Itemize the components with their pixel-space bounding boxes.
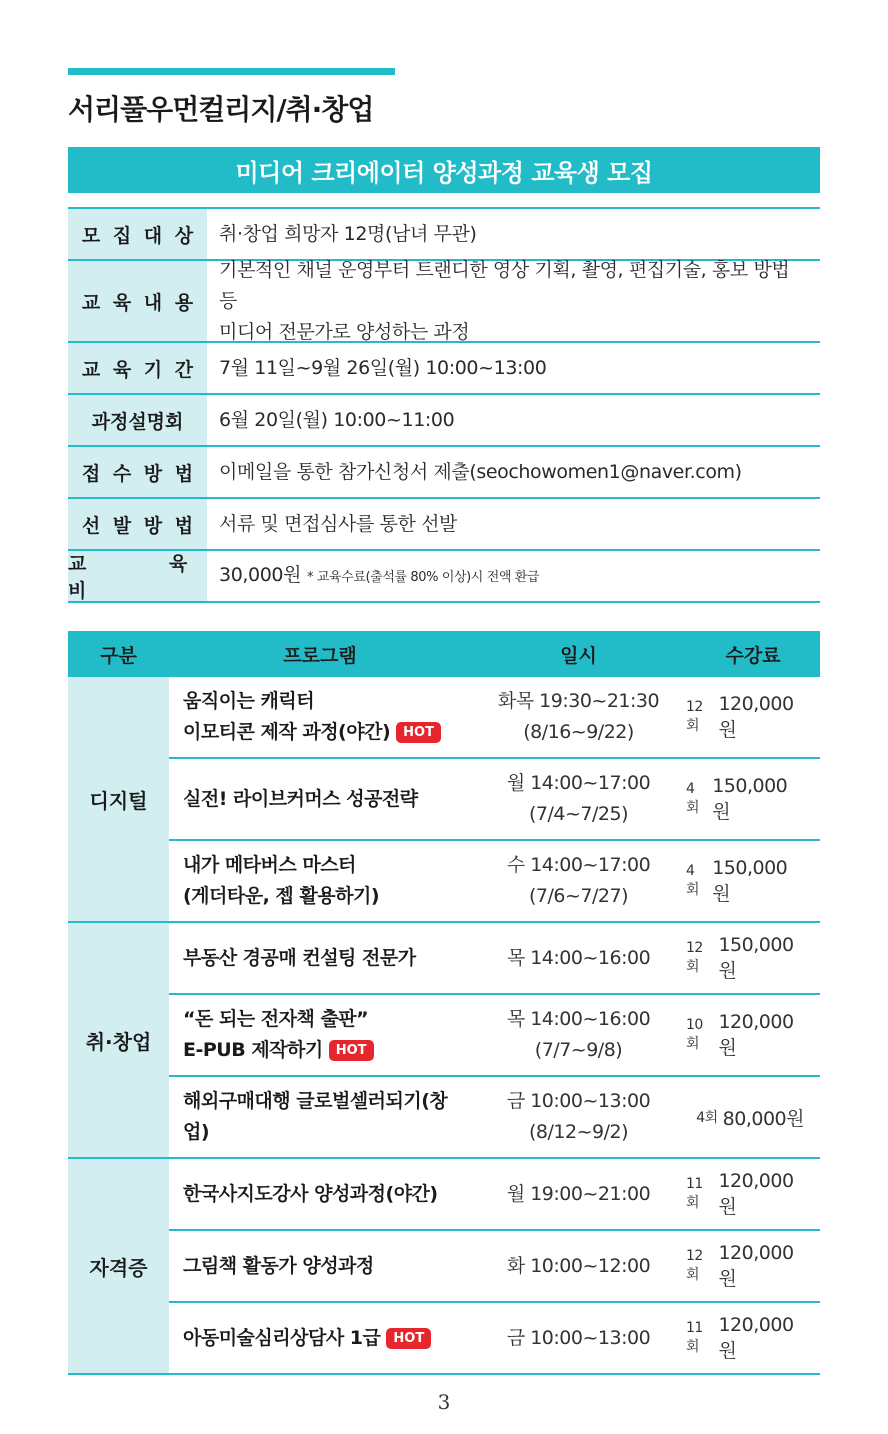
program-name	[169, 841, 471, 921]
info-table	[68, 207, 820, 603]
fee-amount: 120,000원	[718, 1313, 794, 1362]
page-number: 3	[437, 1390, 451, 1414]
program-table-header	[68, 631, 820, 677]
fee-amount: 120,000원	[718, 692, 794, 741]
program-schedule	[471, 1077, 686, 1157]
group-rows	[169, 677, 820, 921]
hot-badge: HOT	[329, 1040, 374, 1061]
program-name-line	[183, 1004, 471, 1035]
info-label	[68, 447, 207, 497]
info-value-line	[219, 353, 808, 384]
program-schedule	[471, 841, 686, 921]
info-value-text: 기본적인 채널 운영부터 트랜디한 영상 기획, 촬영, 편집기술, 홍보 방법 등	[219, 258, 790, 312]
program-row	[169, 1077, 820, 1157]
program-name-line	[183, 1323, 471, 1354]
program-name-text: 아동미술심리상담사 1급	[183, 1326, 381, 1349]
info-label	[68, 551, 226, 602]
fee-amount: 150,000원	[712, 856, 788, 905]
info-value	[207, 258, 820, 343]
fee-amount: 120,000원	[718, 1169, 794, 1218]
program-name	[169, 1303, 471, 1373]
program-fee	[686, 841, 820, 921]
program-schedule	[471, 995, 686, 1075]
program-name-line	[183, 1179, 471, 1210]
info-label	[68, 395, 207, 445]
program-row	[169, 1303, 820, 1373]
info-value-line	[219, 509, 808, 540]
program-name	[169, 677, 471, 757]
info-value-line	[219, 560, 808, 593]
header-schedule: 일시	[560, 644, 597, 667]
schedule-line: (8/12~9/2)	[529, 1121, 628, 1143]
program-fee	[686, 1303, 820, 1373]
info-value-line	[219, 457, 808, 488]
program-name-text: “돈 되는 전자책 출판”	[183, 1008, 369, 1030]
program-name	[169, 1077, 471, 1157]
program-name-text: 부동산 경공매 컨설팅 전문가	[183, 946, 416, 969]
info-label-text: 교 육 내 용	[81, 291, 197, 314]
program-fee	[686, 1077, 820, 1157]
program-group	[68, 1159, 820, 1375]
program-fee	[686, 1231, 820, 1301]
info-label-text: 모 집 대 상	[81, 224, 197, 247]
session-count: 12회	[686, 699, 703, 734]
group-category: 디지털	[68, 677, 169, 921]
program-row	[169, 759, 820, 841]
recruit-banner: 미디어 크리에이터 양성과정 교육생 모집	[68, 147, 820, 193]
program-name-line	[183, 686, 471, 717]
program-table	[68, 631, 820, 1375]
program-name-text: 해외구매대행 글로벌셀러되기(창업)	[183, 1090, 448, 1143]
program-schedule	[471, 923, 686, 993]
program-name-line	[183, 717, 471, 748]
schedule-line: 금 10:00~13:00	[506, 1090, 651, 1112]
session-count: 11회	[686, 1320, 703, 1355]
program-name-line	[183, 784, 471, 815]
program-name	[169, 995, 471, 1075]
info-value-text: 미디어 전문가로 양성하는 과정	[219, 320, 470, 343]
info-row	[68, 207, 820, 259]
info-value-text: 7월 11일~9월 26일(월) 10:00~13:00	[219, 356, 547, 379]
fee-amount: 80,000원	[722, 1107, 804, 1130]
info-row	[68, 393, 820, 445]
schedule-line: (8/16~9/22)	[523, 721, 634, 743]
schedule-line: 화목 19:30~21:30	[497, 690, 660, 712]
fee-amount: 120,000원	[718, 1241, 794, 1290]
program-fee	[686, 1159, 820, 1229]
schedule-line: 화 10:00~12:00	[506, 1254, 651, 1277]
schedule-line: 월 14:00~17:00	[506, 772, 651, 794]
program-name-text: 그림책 활동가 양성과정	[183, 1254, 374, 1277]
group-rows	[169, 923, 820, 1157]
session-count: 12회	[686, 1248, 703, 1283]
info-label-text: 교 육 비	[68, 553, 226, 602]
program-row	[169, 1231, 820, 1303]
schedule-line: 목 14:00~16:00	[506, 1008, 651, 1030]
schedule-line: 목 14:00~16:00	[506, 946, 651, 969]
session-count: 10회	[686, 1017, 703, 1052]
program-name-line	[183, 1035, 471, 1066]
program-fee	[686, 995, 820, 1075]
info-value-text: 취·창업 희망자 12명(남녀 무관)	[219, 222, 477, 245]
program-name-text: 움직이는 캐릭터	[183, 690, 315, 712]
info-value-text: 서류 및 면접심사를 통한 선발	[219, 512, 458, 535]
info-value	[207, 343, 820, 393]
info-row	[68, 259, 820, 341]
program-schedule	[471, 759, 686, 839]
session-count: 12회	[686, 940, 703, 975]
fee-amount: 150,000원	[718, 933, 794, 982]
group-category: 취·창업	[68, 923, 169, 1157]
info-label-text: 선 발 방 법	[81, 514, 197, 537]
program-schedule	[471, 1303, 686, 1373]
info-value	[207, 395, 820, 445]
program-name	[169, 1231, 471, 1301]
info-value	[207, 209, 820, 259]
info-value-text: 6월 20일(월) 10:00~11:00	[219, 408, 455, 431]
info-value	[207, 447, 820, 497]
info-note: * 교육수료(출석률 80% 이상)시 전액 환급	[307, 569, 540, 585]
info-value-line	[219, 405, 808, 436]
program-row	[169, 677, 820, 759]
program-name-text: 이모티콘 제작 과정(야간)	[183, 721, 391, 743]
program-name-line	[183, 1086, 471, 1148]
info-label	[68, 261, 207, 341]
program-name-text: 내가 메타버스 마스터	[183, 854, 356, 876]
info-value	[207, 499, 820, 549]
group-category: 자격증	[68, 1159, 169, 1373]
session-count: 4회	[696, 1110, 718, 1126]
program-name-text: (게더타운, 젭 활용하기)	[183, 885, 380, 907]
info-label	[68, 209, 207, 259]
header-category: 구분	[100, 644, 137, 667]
info-value-text: 이메일을 통한 참가신청서 제출(seochowomen1@naver.com)	[219, 460, 742, 483]
info-label-text: 접 수 방 법	[81, 462, 197, 485]
info-row	[68, 497, 820, 549]
schedule-line: (7/4~7/25)	[529, 803, 628, 825]
session-count: 11회	[686, 1176, 703, 1211]
session-count: 4회	[686, 781, 700, 816]
program-name-text: 한국사지도강사 양성과정(야간)	[183, 1182, 438, 1205]
schedule-line: (7/6~7/27)	[529, 885, 628, 907]
program-fee	[686, 923, 820, 993]
program-name	[169, 759, 471, 839]
fee-amount: 150,000원	[712, 774, 788, 823]
info-value	[207, 551, 820, 601]
program-row	[169, 995, 820, 1077]
program-name-text: E-PUB 제작하기	[183, 1039, 323, 1061]
program-schedule	[471, 677, 686, 757]
program-fee	[686, 759, 820, 839]
hot-badge: HOT	[396, 722, 441, 743]
hot-badge: HOT	[386, 1328, 431, 1349]
header-program: 프로그램	[283, 644, 357, 667]
info-label-text: 과정설명회	[91, 410, 184, 433]
info-label	[68, 499, 207, 549]
program-row	[169, 1159, 820, 1231]
program-name-line	[183, 881, 471, 912]
info-row	[68, 549, 820, 603]
fee-amount: 120,000원	[718, 1010, 794, 1059]
group-rows	[169, 1159, 820, 1373]
info-value-line	[219, 219, 808, 250]
program-group	[68, 923, 820, 1159]
program-name-line	[183, 850, 471, 881]
schedule-line: (7/7~9/8)	[534, 1039, 623, 1061]
session-count: 4회	[686, 863, 700, 898]
info-row	[68, 341, 820, 393]
schedule-line: 금 10:00~13:00	[506, 1326, 651, 1349]
info-value-line	[219, 255, 808, 317]
program-schedule	[471, 1159, 686, 1229]
program-name-line	[183, 1251, 471, 1282]
program-groups	[68, 677, 820, 1375]
program-name-line	[183, 943, 471, 974]
section-title: 서리풀우먼컬리지/취·창업	[68, 93, 374, 126]
header-fee: 수강료	[725, 644, 781, 667]
program-row	[169, 923, 820, 995]
program-group	[68, 677, 820, 923]
schedule-line: 수 14:00~17:00	[506, 854, 651, 876]
program-row	[169, 841, 820, 921]
program-name-text: 실전! 라이브커머스 성공전략	[183, 787, 418, 810]
info-row	[68, 445, 820, 497]
program-name	[169, 1159, 471, 1229]
schedule-line: 월 19:00~21:00	[506, 1182, 651, 1205]
program-fee	[686, 677, 820, 757]
info-label	[68, 343, 207, 393]
program-name	[169, 923, 471, 993]
info-label-text: 교 육 기 간	[81, 358, 197, 381]
info-value-text: 30,000원	[219, 563, 302, 586]
program-schedule	[471, 1231, 686, 1301]
accent-bar	[68, 68, 395, 75]
